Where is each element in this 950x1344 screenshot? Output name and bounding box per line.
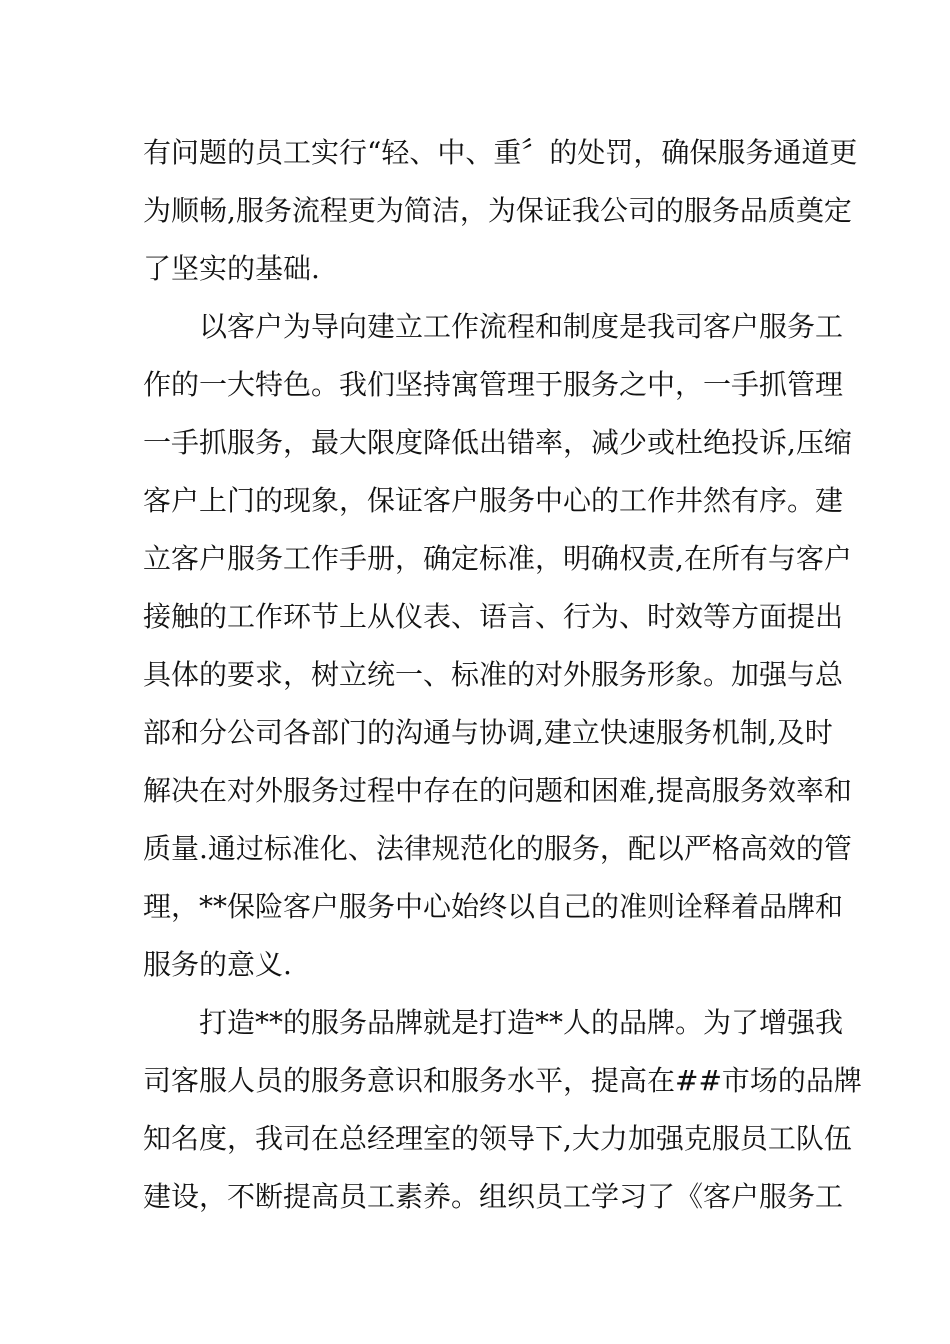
text-line: 质量.通过标准化、法律规范化的服务，配以严格高效的管: [143, 832, 852, 865]
text-line: 知名度，我司在总经理室的领导下,大力加强克服员工队伍: [143, 1122, 852, 1155]
text-line: 了坚实的基础.: [143, 252, 320, 285]
text-line: 服务的意义.: [143, 948, 292, 981]
text-line: 解决在对外服务过程中存在的问题和困难,提高服务效率和: [143, 774, 852, 807]
text-line: 作的一大特色。我们坚持寓管理于服务之中，一手抓管理: [143, 368, 844, 401]
text-line: 部和分公司各部门的沟通与协调,建立快速服务机制,及时: [143, 716, 833, 749]
text-line: 有问题的员工实行“轻、中、重〞的处罚，确保服务通道更: [143, 136, 858, 169]
text-line: 一手抓服务，最大限度降低出错率，减少或杜绝投诉,压缩: [143, 426, 852, 459]
text-line: 打造**的服务品牌就是打造**人的品牌。为了增强我: [199, 1006, 844, 1039]
text-line: 为顺畅,服务流程更为简洁，为保证我公司的服务品质奠定: [143, 194, 852, 227]
text-line: 理，**保险客户服务中心始终以自己的准则诠释着品牌和: [143, 890, 844, 923]
text-line: 以客户为导向建立工作流程和制度是我司客户服务工: [199, 310, 844, 343]
text-line: 立客户服务工作手册，确定标准，明确权责,在所有与客户: [143, 542, 852, 575]
paragraph-2: [143, 298, 852, 994]
paragraph-3: [143, 994, 862, 1226]
text-line: 客户上门的现象，保证客户服务中心的工作井然有序。建: [143, 484, 844, 517]
text-line: 建设，不断提高员工素养。组织员工学习了《客户服务工: [143, 1180, 844, 1213]
text-line: 接触的工作环节上从仪表、语言、行为、时效等方面提出: [143, 600, 844, 633]
paragraph-1: [143, 124, 858, 298]
text-line: 司客服人员的服务意识和服务水平，提高在##市场的品牌: [143, 1064, 862, 1097]
text-line: 具体的要求，树立统一、标准的对外服务形象。加强与总: [143, 658, 844, 691]
